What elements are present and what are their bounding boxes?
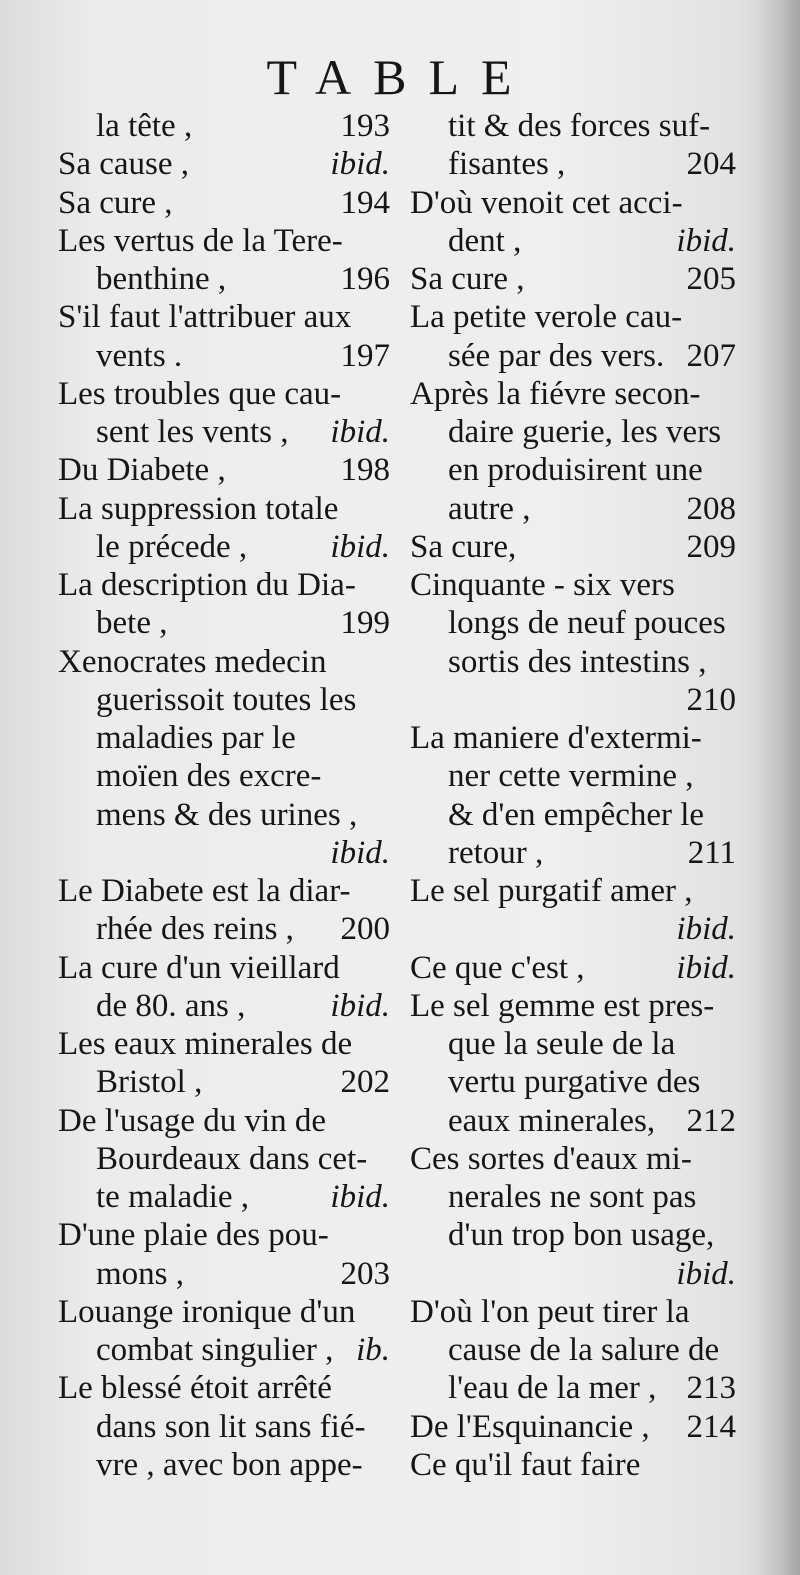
entry-text: Bristol , <box>96 1064 203 1101</box>
index-entry <box>58 451 390 489</box>
entry-text: vertu purgative des <box>448 1064 701 1101</box>
index-entry-line <box>410 528 736 566</box>
entry-text: Louange ironique d'un <box>58 1293 356 1330</box>
index-entry <box>410 1293 736 1408</box>
index-entry <box>58 643 390 873</box>
page-reference: 205 <box>686 261 736 297</box>
entry-text: le précede , <box>96 528 248 565</box>
index-entry-line <box>58 145 390 183</box>
page-reference: 204 <box>686 146 736 183</box>
entry-text: Cinquante - six vers <box>410 567 675 603</box>
entry-text: Les troubles que cau- <box>58 375 342 412</box>
index-entry-line <box>58 834 390 872</box>
index-entry <box>410 949 736 987</box>
index-entry-line <box>58 451 390 489</box>
page-reference: 210 <box>686 681 736 718</box>
entry-text: mons , <box>96 1255 185 1292</box>
index-entry <box>58 1369 390 1484</box>
entry-text: fisantes , <box>448 146 566 183</box>
index-entry-line <box>410 490 736 528</box>
index-entry <box>58 1102 390 1217</box>
page-reference: ibid. <box>676 1255 736 1292</box>
index-entry <box>58 1025 390 1102</box>
page-reference: 193 <box>340 108 390 144</box>
entry-text: Ce qu'il faut faire <box>410 1446 641 1483</box>
page-reference: ibid. <box>330 987 390 1024</box>
entry-text: La cure d'un vieillard <box>58 949 340 986</box>
entry-text: de 80. ans , <box>96 987 246 1024</box>
entry-text: daire guerie, les vers <box>448 414 722 450</box>
entry-text: vents . <box>96 337 183 374</box>
page-reference: 203 <box>340 1255 390 1292</box>
entry-text: Le Diabete est la diar- <box>58 873 351 909</box>
index-entry-line <box>410 260 736 298</box>
index-entry-line <box>410 834 736 872</box>
page-reference: ibid. <box>330 414 390 450</box>
index-column-right <box>410 107 736 1484</box>
index-entry-line <box>58 528 390 566</box>
index-entry <box>58 375 390 452</box>
entry-text: que la seule de la <box>448 1026 676 1062</box>
index-entry <box>410 872 736 949</box>
index-entry-line <box>410 145 736 183</box>
page-reference: 194 <box>340 184 390 221</box>
entry-text: D'où l'on peut tirer la <box>410 1293 690 1330</box>
index-entry-line <box>410 910 736 948</box>
index-entry <box>410 184 736 261</box>
entry-text: rhée des reins , <box>96 911 294 948</box>
index-entry <box>410 1446 736 1484</box>
entry-text: Sa cure , <box>58 184 173 221</box>
entry-text: Après la fiévre secon- <box>410 375 701 412</box>
entry-text: La suppression totale <box>58 490 339 527</box>
page-reference: 199 <box>340 605 390 642</box>
page-reference: ibid. <box>330 146 390 183</box>
index-entry-line <box>410 1408 736 1446</box>
entry-text: S'il faut l'attribuer aux <box>58 299 352 336</box>
index-entry <box>410 298 736 375</box>
index-entry-line <box>58 337 390 375</box>
index-entry <box>58 184 390 222</box>
entry-text: Bourdeaux dans cet- <box>96 1140 368 1177</box>
entry-text: guerissoit toutes les <box>96 681 357 718</box>
page-reference: 211 <box>687 834 736 871</box>
entry-text: La petite verole cau- <box>410 299 683 336</box>
entry-text: cause de la salure de <box>448 1332 720 1368</box>
page-reference: ibid. <box>676 911 736 948</box>
entry-text: d'un trop bon usage, <box>448 1217 715 1254</box>
entry-text: dent , <box>448 222 522 259</box>
entry-text: combat singulier , <box>96 1332 334 1368</box>
entry-text: Les vertus de la Tere- <box>58 222 343 259</box>
index-entry-line <box>58 987 390 1025</box>
index-entry <box>410 107 736 184</box>
index-entry-line <box>410 1255 736 1293</box>
entry-text: D'où venoit cet acci- <box>410 184 683 221</box>
index-entry-line <box>58 1255 390 1293</box>
entry-text: Les eaux minerales de <box>58 1026 353 1062</box>
entry-text: longs de neuf pouces <box>448 605 726 642</box>
entry-text: autre , <box>448 490 531 527</box>
entry-text: retour , <box>448 834 544 871</box>
index-entry <box>410 719 736 872</box>
index-column-left <box>58 107 390 1484</box>
entry-text: en produisirent une <box>448 452 703 489</box>
entry-text: De l'Esquinancie , <box>410 1408 650 1445</box>
index-entry-line <box>410 222 736 260</box>
entry-text: dans son lit sans fié- <box>96 1408 366 1445</box>
entry-text: La maniere d'extermi- <box>410 720 702 756</box>
entry-text: De l'usage du vin de <box>58 1102 327 1139</box>
page-reference: 196 <box>340 261 390 297</box>
index-entry <box>58 490 390 567</box>
index-entry-line <box>58 184 390 222</box>
index-entry-line <box>58 1331 390 1369</box>
index-entry-line <box>58 910 390 948</box>
index-entry-line <box>58 260 390 298</box>
entry-text: Le sel gemme est pres- <box>410 987 715 1024</box>
index-entry <box>410 1408 736 1446</box>
page-reference: 198 <box>340 452 390 489</box>
entry-text: Sa cure , <box>410 261 525 297</box>
entry-text: Du Diabete , <box>58 452 226 489</box>
index-entry <box>410 260 736 298</box>
page-reference: 213 <box>686 1370 736 1407</box>
index-entry <box>58 872 390 949</box>
index-entry <box>58 222 390 299</box>
page-reference: ibid. <box>330 528 390 565</box>
index-entry-line <box>58 604 390 642</box>
entry-text: Sa cure, <box>410 528 517 565</box>
index-entry <box>58 1293 390 1370</box>
index-entry-line <box>410 337 736 375</box>
entry-text: Ces sortes d'eaux mi- <box>410 1140 692 1177</box>
entry-text: eaux minerales, <box>448 1102 656 1139</box>
page-reference: 214 <box>686 1408 736 1445</box>
index-entry <box>58 298 390 375</box>
index-entry <box>58 145 390 183</box>
entry-text: la tête , <box>96 108 193 144</box>
index-entry-line <box>410 1369 736 1407</box>
index-entry <box>410 528 736 566</box>
entry-text: & d'en empêcher le <box>448 796 705 833</box>
index-entry <box>410 566 736 719</box>
entry-text: moïen des excre- <box>96 758 322 795</box>
page-reference: ibid. <box>676 949 736 986</box>
index-entry-line <box>410 949 736 987</box>
page-reference: 207 <box>686 337 736 374</box>
entry-text: Sa cause , <box>58 146 190 183</box>
entry-text: sent les vents , <box>96 414 289 450</box>
entry-text: Ce que c'est , <box>410 949 585 986</box>
page-reference: 200 <box>340 911 390 948</box>
entry-text: nerales ne sont pas <box>448 1179 697 1215</box>
page-reference: 209 <box>686 528 736 565</box>
index-entry-line <box>58 107 390 145</box>
page-reference: ibid. <box>330 1179 390 1215</box>
index-entry <box>410 375 736 528</box>
entry-text: mens & des urines , <box>96 796 358 833</box>
entry-text: benthine , <box>96 261 227 297</box>
entry-text: Xenocrates medecin <box>58 643 327 680</box>
entry-text: Le sel purgatif amer , <box>410 873 693 909</box>
entry-text: bete , <box>96 605 168 642</box>
page-title: TABLE <box>266 49 534 105</box>
index-entry <box>410 987 736 1140</box>
entry-text: Le blessé étoit arrêté <box>58 1370 332 1407</box>
index-entry <box>58 566 390 643</box>
index-entry-line <box>58 1178 390 1216</box>
entry-text: ner cette vermine , <box>448 758 694 795</box>
page-gutter-shadow <box>755 0 800 1575</box>
entry-text: sortis des intestins , <box>448 643 707 680</box>
entry-text: D'une plaie des pou- <box>58 1217 329 1254</box>
page-reference: ibid. <box>330 834 390 871</box>
index-entry <box>58 949 390 1026</box>
entry-text: maladies par le <box>96 720 296 756</box>
page-reference: 212 <box>686 1102 736 1139</box>
entry-text: sée par des vers. <box>448 337 665 374</box>
index-entry <box>410 1140 736 1293</box>
entry-text: vre , avec bon appe- <box>96 1446 363 1483</box>
page-reference: 202 <box>340 1064 390 1101</box>
page-reference: ib. <box>356 1332 390 1368</box>
index-entry-line <box>58 413 390 451</box>
index-entry <box>58 107 390 145</box>
page-reference: ibid. <box>676 222 736 259</box>
entry-text: tit & des forces suf- <box>448 108 711 144</box>
index-entry-line <box>410 681 736 719</box>
page-reference: 197 <box>340 337 390 374</box>
entry-text: l'eau de la mer , <box>448 1370 657 1407</box>
index-entry-line <box>58 1063 390 1101</box>
index-entry-line <box>410 1102 736 1140</box>
index-entry <box>58 1216 390 1293</box>
page-reference: 208 <box>686 490 736 527</box>
entry-text: La description du Dia- <box>58 567 356 603</box>
entry-text: te maladie , <box>96 1179 250 1215</box>
